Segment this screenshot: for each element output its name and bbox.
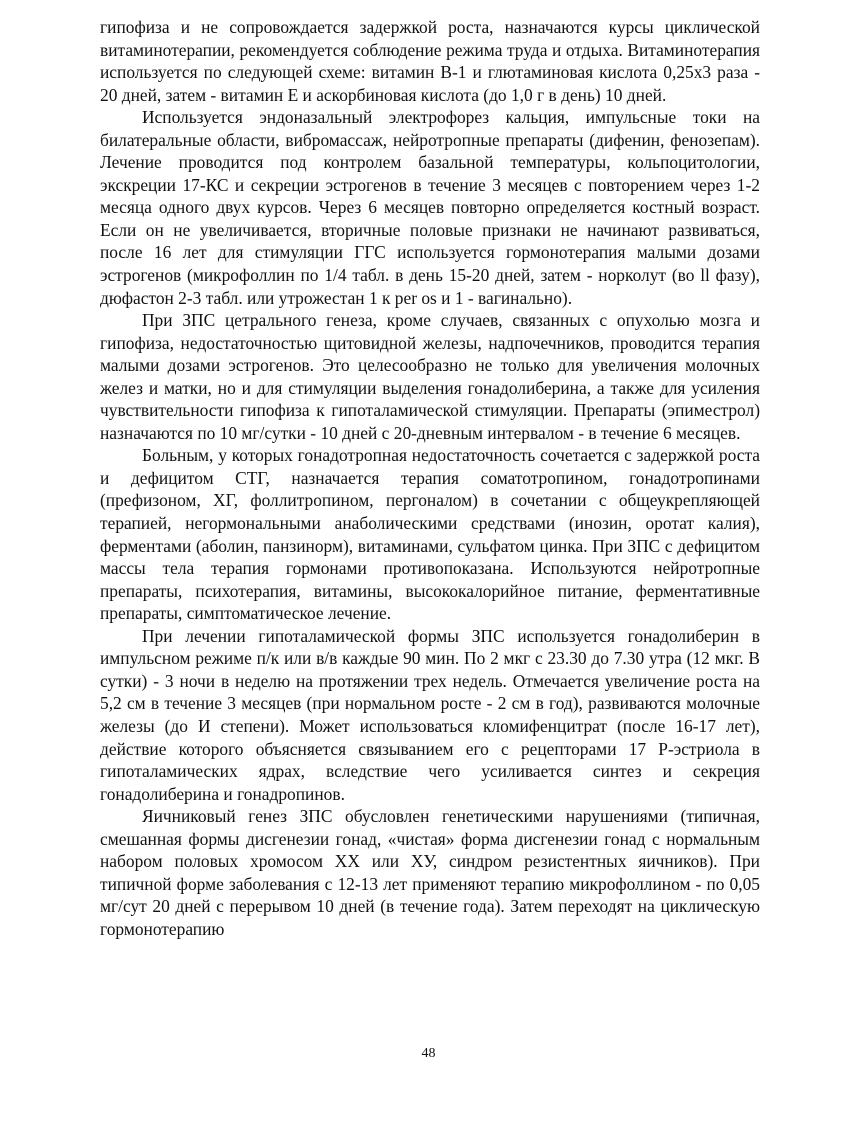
paragraph-central-genesis: При ЗПС цетрального генеза, кроме случаев, связанных с опухолью мозга и гипофиза, недостаточностью щитовидной железы, надпочечников, проводится терапия малыми дозами эстрогенов. Это целесообразно не только для увеличения молочных желез и матки, но и для стимуляции выделения гонадолиберина, а также для усиления чувствительности гипофиза к гипоталамической стимуляции. Препараты (эпиместрол) назначаются по 10 мг/сутки - 10 дней с 20-дневным интервалом - в течение 6 месяцев. xyxy=(100,310,760,443)
paragraph-hypothalamic-form: При лечении гипоталамической формы ЗПС используется гонадолиберин в импульсном режиме п/к или в/в каждые 90 мин. По 2 мкг с 23.30 до 7.30 утра (12 мкг. В сутки) - 3 ночи в неделю на протяжении трех недель. Отмечается увеличение роста на 5,2 см в течение 3 месяцев (при нормальном росте - 2 см в год), развиваются молочные железы (до И степени). Может использоваться кломифенцитрат (после 16-17 лет), действие которого объясняется связыванием его с рецепторами 17 Р-эстриола в гипоталамических ядрах, вследствие чего усиливается синтез и секреция гонадолиберина и гонадропинов. xyxy=(100,625,760,804)
page-number: 48 xyxy=(421,1046,436,1061)
paragraph-ovarian-genesis: Яичниковый генез ЗПС обусловлен генетическими нарушениями (типичная, смешанная формы дисгенезии гонад, «чистая» форма дисгенезии гонад с нормальным набором половых хромосом ХХ или ХУ, синдром резистентных яичников). При типичной форме заболевания с 12-13 лет применяют терапию микрофоллином - по 0,05 мг/сут 20 дней с перерывом 10 дней (в течение года). Затем переходят на циклическую гормонотерапию xyxy=(100,806,760,939)
document-body xyxy=(100,16,760,940)
paragraph-continuation: гипофиза и не сопровождается задержкой роста, назначаются курсы циклической витаминотерапии, рекомендуется соблюдение режима труда и отдыха. Витаминотерапия используется по следующей схеме: витамин В-1 и глютаминовая кислота 0,25х3 раза - 20 дней, затем - витамин Е и аскорбиновая кислота (до 1,0 г в день) 10 дней. xyxy=(100,17,760,105)
paragraph-growth-deficit: Больным, у которых гонадотропная недостаточность сочетается с задержкой роста и дефицитом СТГ, назначается терапия соматотропином, гонадотропинами (префизоном, ХГ, фоллитропином, пергоналом) в сочетании с общеукрепляющей терапией, негормональными анаболическими средствами (инозин, оротат калия), ферментами (аболин, панзинорм), витаминами, сульфатом цинка. При ЗПС с дефицитом массы тела терапия гормонами противопоказана. Используются нейротропные препараты, психотерапия, витамины, высококалорийное питание, ферментативные препараты, симптоматическое лечение. xyxy=(100,445,760,624)
paragraph-electrophoresis: Используется эндоназальный электрофорез кальция, импульсные токи на билатеральные области, вибромассаж, нейротропные препараты (дифенин, фенозепам). Лечение проводится под контролем базальной температуры, кольпоцитологии, экскреции 17-КС и секреции эстрогенов в течение 3 месяцев с повторением через 1-2 месяца одного двух курсов. Через 6 месяцев повторно определяется костный возраст. Если он не увеличивается, вторичные половые признаки не начинают развиваться, после 16 лет для стимуляции ГГС используется гормонотерапия малыми дозами эстрогенов (микрофоллин по 1/4 табл. в день 15-20 дней, затем - норколут (во ll фазу), дюфастон 2-3 табл. или утрожестан 1 к per os и 1 - вагинально). xyxy=(100,107,760,308)
